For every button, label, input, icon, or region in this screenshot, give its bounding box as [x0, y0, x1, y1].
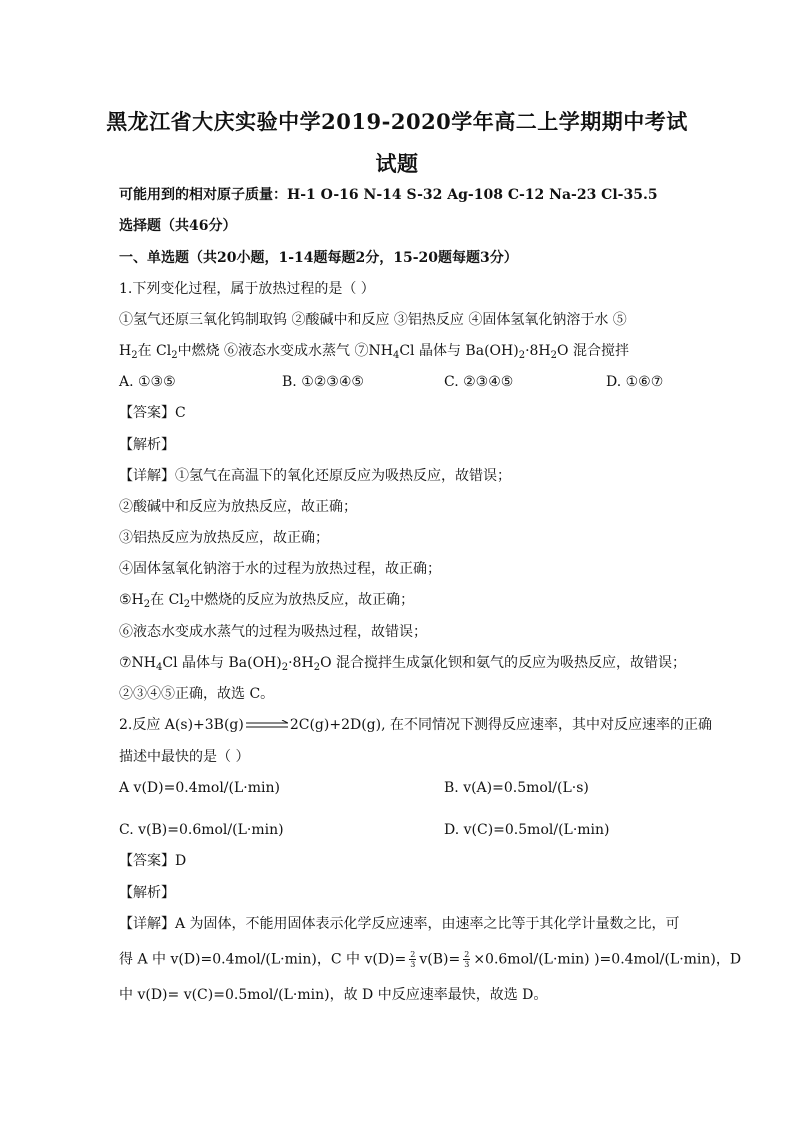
question-1-items-line-1: ①氢气还原三氧化钨制取钨 ②酸碱中和反应 ③铝热反应 ④固体氢氧化钠溶于水 ⑤ [119, 312, 627, 328]
text-fragment: 2C(g)+2D(g), 在不同情况下测得反应速率，其中对反应速率的正确 [289, 717, 712, 733]
question-2-option-d: D. v(C)=0.5mol/(L·min) [444, 822, 610, 838]
question-2-analysis-label: 【解析】 [119, 885, 175, 901]
question-1-explanation-6: ⑥液态水变成水蒸气的过程为吸热过程，故错误； [119, 624, 427, 640]
text-fragment: H [119, 343, 132, 359]
subscript: 2 [313, 662, 321, 673]
question-1-option-c: C. ②③④⑤ [444, 374, 514, 390]
question-1-conclusion: ②③④⑤正确，故选 C。 [119, 686, 275, 702]
text-fragment: 在 Cl [137, 343, 172, 359]
text-fragment: Cl 晶体与 Ba(OH) [162, 655, 282, 671]
fraction-numerator: 2 [464, 950, 470, 959]
question-2-option-b: B. v(A)=0.5mol/(L·s) [444, 780, 589, 796]
question-2-detail-line-1: 【详解】A 为固体，不能用固体表示化学反应速率，由速率之比等于其化学计量数之比，可 [119, 916, 680, 932]
fraction [409, 950, 416, 969]
question-1-items-line-2 [119, 342, 629, 360]
question-2-detail-line-3: 中 v(D)= v(C)=0.5mol/(L·min)，故 D 中反应速率最快，故选 D。 [119, 987, 548, 1003]
reversible-arrow-icon [246, 720, 288, 730]
question-1-analysis-label: 【解析】 [119, 437, 175, 453]
question-1-explanation-4: ④固体氢氧化钠溶于水的过程为放热过程，故正确； [119, 561, 441, 577]
subscript: 2 [131, 350, 138, 361]
subscript: 2 [183, 599, 191, 610]
subscript: 4 [392, 350, 400, 361]
subscript: 2 [550, 350, 558, 361]
question-2-answer: 【答案】D [119, 853, 187, 869]
atomic-masses-note: 可能用到的相对原子质量：H-1 O-16 N-14 S-32 Ag-108 C-12 Na-23 Cl-35.5 [119, 187, 658, 203]
question-1-explanation-2: ②酸碱中和反应为放热反应，故正确； [119, 499, 357, 515]
text-fragment: ⑦NH [119, 655, 157, 671]
question-1-option-d: D. ①⑥⑦ [606, 374, 664, 390]
question-1-stem: 1.下列变化过程，属于放热过程的是（ ） [119, 281, 375, 297]
text-fragment: 2.反应 A(s)+3B(g) [119, 717, 244, 733]
fraction [463, 950, 470, 969]
text-fragment: ×0.6mol/(L·min) )=0.4mol/(L·min)，D [473, 951, 742, 968]
question-2-stem-line-2: 描述中最快的是（ ） [119, 749, 250, 765]
subscript: 2 [281, 662, 289, 673]
document-title-continued: 试题 [375, 151, 419, 176]
text-fragment: 在 Cl [150, 592, 184, 608]
question-1-explanation-3: ③铝热反应为放热反应，故正确； [119, 530, 329, 546]
subscript: 2 [518, 350, 526, 361]
question-2-stem [119, 716, 712, 734]
section-title: 选择题（共46分） [119, 218, 237, 234]
question-2-option-c: C. v(B)=0.6mol/(L·min) [119, 822, 284, 838]
fraction-numerator: 2 [410, 950, 416, 959]
part-title: 一、单选题（共20小题，1-14题每题2分，15-20题每题3分） [119, 250, 518, 266]
text-fragment: 中燃烧的反应为放热反应，故正确； [190, 592, 415, 608]
question-1-detail: 【详解】①氢气在高温下的氧化还原反应为吸热反应，故错误； [119, 468, 511, 484]
question-1-option-b: B. ①②③④⑤ [282, 374, 364, 390]
text-fragment: ⑤H [119, 592, 144, 608]
subscript: 2 [171, 350, 178, 361]
question-2-detail-line-2 [119, 950, 741, 969]
question-1-option-a: A. ①③⑤ [119, 374, 176, 390]
subscript: 2 [143, 599, 151, 610]
text-fragment: 得 A 中 v(D)=0.4mol/(L·min)，C 中 v(D)= [119, 951, 407, 968]
text-fragment: 中燃烧 ⑥液态水变成水蒸气 ⑦NH [177, 343, 393, 359]
text-fragment: ·8H [288, 655, 314, 671]
question-1-explanation-5 [119, 591, 414, 609]
text-fragment: O 混合搅拌生成氯化钡和氨气的反应为吸热反应，故错误； [320, 655, 686, 671]
question-1-explanation-7 [119, 654, 686, 672]
subscript: 4 [156, 662, 163, 673]
text-fragment: ·8H [525, 343, 551, 359]
text-fragment: Cl 晶体与 Ba(OH) [399, 343, 519, 359]
fraction-denominator: 3 [464, 960, 470, 969]
fraction-denominator: 3 [410, 960, 416, 969]
question-1-answer: 【答案】C [119, 405, 186, 421]
text-fragment: v(B)= [419, 951, 461, 968]
document-title: 黑龙江省大庆实验中学2019-2020学年高二上学期期中考试 [106, 109, 688, 134]
question-2-option-a: A v(D)=0.4mol/(L·min) [119, 780, 280, 796]
text-fragment: O 混合搅拌 [557, 343, 629, 359]
